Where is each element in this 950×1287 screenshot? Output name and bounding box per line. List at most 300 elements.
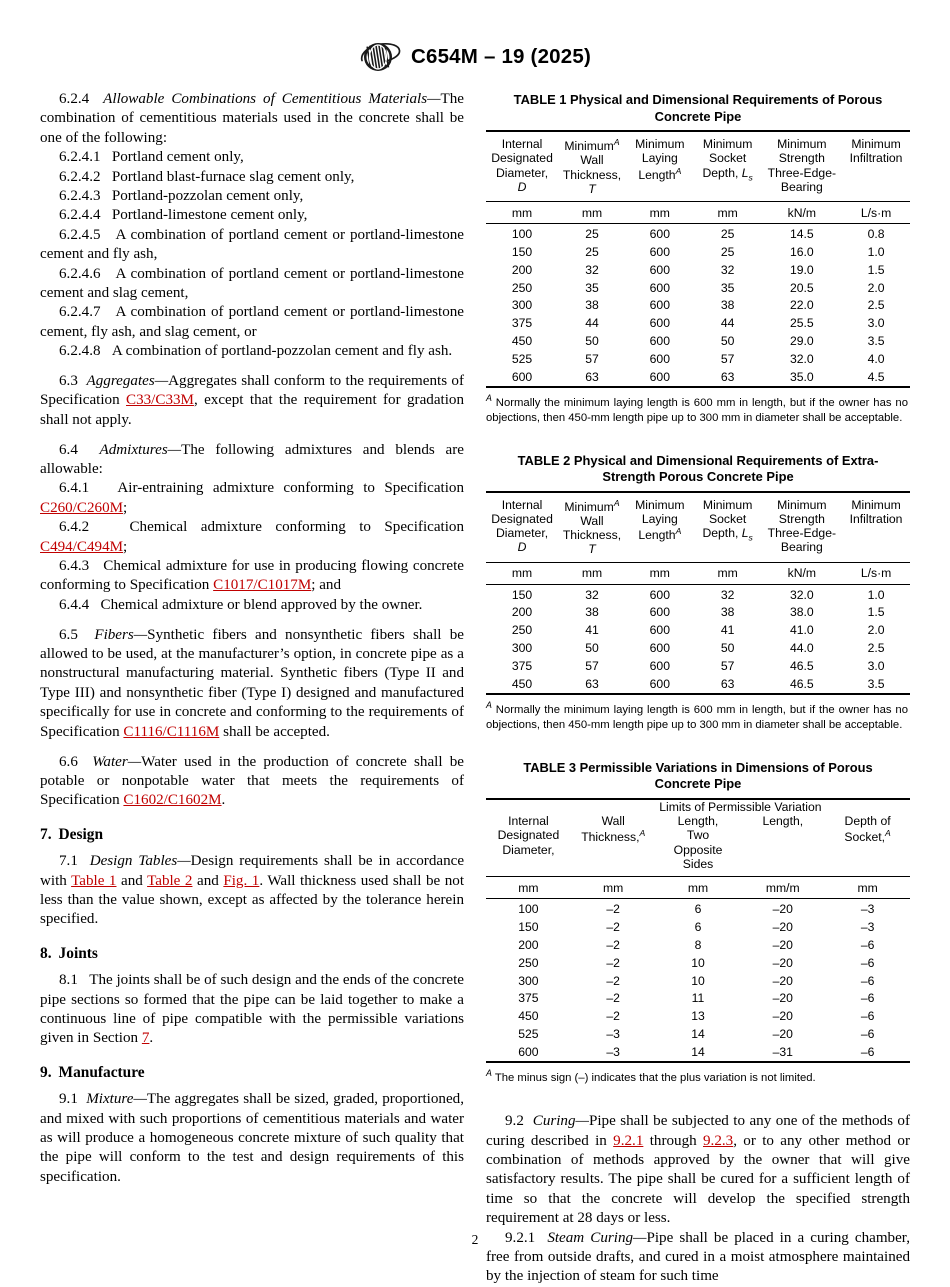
paragraph-6-2-4-1 [40, 148, 464, 167]
table-1-header-laying-length: Minimum Laying Length$^A$ [626, 131, 694, 202]
table-cell: –6 [860, 955, 875, 970]
table-cell: 375 [511, 658, 533, 673]
spec-link-c1602[interactable]: C1602/C1602M [123, 792, 222, 809]
table-cell: 600 [511, 369, 533, 384]
table-row [486, 604, 910, 622]
table-row [486, 936, 910, 954]
section-number: 7. [40, 825, 52, 843]
table-row [486, 675, 910, 693]
table-cell: 1.0 [842, 584, 910, 604]
clause-number: 6.4.3 [59, 557, 90, 574]
paragraph-6-4-3 [40, 557, 464, 596]
clause-title: Curing— [532, 1113, 589, 1130]
table-cell: –20 [772, 973, 793, 988]
section-heading-joints [40, 945, 464, 963]
table-1 [486, 130, 910, 386]
clause-text: and [116, 872, 148, 889]
section-title: Joints [58, 944, 98, 962]
table-1-body [486, 224, 910, 386]
table-cell: 25 [694, 224, 762, 244]
table-cell: –2 [606, 955, 620, 970]
table-cell: 50 [585, 334, 599, 349]
table-row [486, 1043, 910, 1061]
table-cell: 600 [649, 280, 670, 295]
clause-title: Allowable Combinations of Cementitious Materials— [103, 91, 441, 107]
paragraph-6-2-4-8 [40, 342, 464, 361]
footnote-text: The minus sign (–) indicates that the plus variation is not limited. [494, 1071, 816, 1084]
unit-cell: kN/m [762, 202, 843, 224]
table-cell: –6 [860, 973, 875, 988]
footnote-text: Normally the minimum laying length is 600 mm in length, but if the owner has no objections, then 450-mm length pipe up to 300 mm in diameter shall be acceptable. [486, 396, 909, 425]
table-row [486, 1025, 910, 1043]
table-cell: 46.5 [789, 658, 814, 673]
table-cell: 32 [585, 262, 599, 277]
footnote-marker: A [486, 1068, 492, 1079]
table-cell: 13 [691, 1009, 705, 1024]
clause-number: 9.1 [59, 1091, 78, 1108]
table-cell: 22.0 [789, 298, 814, 313]
table-cell: 6 [694, 920, 702, 935]
table-2-header-wall-thickness: Minimum$^A$ Wall Thickness, T [558, 492, 626, 563]
table-cell: 600 [649, 262, 670, 277]
page-header [0, 0, 950, 74]
table-cell: 50 [720, 334, 735, 349]
table-row [486, 918, 910, 936]
table-2-footnote [486, 700, 910, 733]
table-cell: 32.0 [789, 351, 814, 366]
unit-cell: mm [486, 877, 571, 899]
clause-link-9-2-3[interactable]: 9.2.3 [703, 1132, 734, 1149]
unit-cell: L/s·m [842, 562, 910, 584]
clause-title: Design Tables— [89, 853, 191, 870]
paragraph-6-2-4-6 [40, 265, 464, 304]
section-heading-design [40, 826, 464, 844]
table-cell: 100 [486, 224, 558, 244]
paragraph-6-2-4-2 [40, 168, 464, 187]
table-cell: 20.5 [789, 280, 814, 295]
table-cell: 375 [511, 316, 533, 331]
table-cell: –6 [860, 1044, 875, 1059]
table-cell: 600 [649, 244, 670, 259]
table-2-units-row [486, 562, 910, 584]
table-cell: 32 [694, 584, 762, 604]
table-cell: 300 [511, 298, 533, 313]
paragraph-8-1 [40, 971, 464, 1049]
table-cell: 38 [585, 605, 599, 620]
clause-text: The following admixtures and blends are allowable: [40, 441, 464, 478]
paragraph-6-3-aggregates [40, 372, 464, 430]
table-1-header-socket-depth: Minimum Socket Depth, $L_s$ [694, 131, 762, 202]
spec-link-c1116[interactable]: C1116/C1116M [123, 723, 220, 740]
table-cell: 3.0 [867, 658, 885, 673]
table-cell: 57 [585, 658, 599, 673]
clause-number: 6.4 [59, 441, 78, 458]
table-cell: 600 [649, 351, 670, 366]
clause-text-tail: ; and [311, 577, 342, 594]
table-cell: 4.5 [867, 369, 885, 384]
table-cell: 44 [720, 316, 735, 331]
table-1-block [486, 92, 910, 427]
paragraph-7-1 [40, 852, 464, 930]
table-cell: 600 [649, 623, 670, 638]
table-cell: 25 [558, 224, 626, 244]
table-cell: 25 [720, 244, 735, 259]
table-row [486, 315, 910, 333]
table-cell: 300 [518, 973, 539, 988]
table-cell: –20 [772, 991, 793, 1006]
unit-cell: mm [825, 877, 910, 899]
table-row [486, 224, 910, 244]
table-1-header-infiltration: Minimum Infiltration [842, 131, 910, 202]
table-cell: –2 [606, 920, 620, 935]
table-cell: 63 [720, 676, 735, 691]
clause-number: 6.2.4.8 [59, 343, 101, 360]
table-cell: 4.0 [867, 351, 885, 366]
clause-number: 6.6 [59, 753, 78, 770]
paragraph-6-2-4-7 [40, 303, 464, 342]
table-cell: 46.5 [789, 676, 814, 691]
clause-text: Pipe shall be subjected to any one of the methods of curing described in [486, 1113, 910, 1149]
table-cell: 44 [585, 316, 599, 331]
table-cell: 600 [649, 369, 670, 384]
table-cell: 200 [511, 262, 533, 277]
table-cell: –3 [606, 1027, 620, 1042]
clause-text-tail: . Wall thickness used shall be not less than the value shown, except as affected by the tolerance herein specified. [40, 872, 465, 928]
table-cell: 3.5 [867, 334, 885, 349]
clause-title: Steam Curing— [547, 1229, 647, 1246]
clause-text-tail: shall be accepted. [219, 723, 330, 740]
clause-text: Synthetic fibers and nonsynthetic fibers shall be allowed to be used, at the manufacturer’s option, in concrete pipe as a nonstructural manufacturing material. Synthetic fibers (Type II and Type III) and nonsynthetic fiber (Type I) designed and manufactured specifically for use in concrete and conforming to the requirements of Specification [40, 626, 464, 740]
table-link-1[interactable]: Table 1 [71, 872, 117, 889]
table-cell: 32.0 [762, 584, 843, 604]
clause-text-tail: ; [123, 538, 128, 555]
table-3-header-socket-depth: Depth of Socket,$^A$ [844, 814, 891, 845]
clause-text: The joints shall be of such design and the ends of the concrete pipe sections so formed that the pipe can be laid together to make a continuous line of pipe compatible with the permissible variations given in Section [40, 972, 464, 1047]
clause-number: 6.3 [59, 372, 78, 389]
clause-number: 9.2 [505, 1113, 524, 1130]
table-cell: 600 [626, 584, 694, 604]
table-cell: 250 [518, 955, 539, 970]
table-cell: –6 [860, 937, 875, 952]
table-cell: –20 [772, 1009, 793, 1024]
table-cell: 10 [691, 955, 705, 970]
table-row [486, 972, 910, 990]
table-row [486, 584, 910, 604]
table-cell: 57 [720, 658, 735, 673]
table-cell: 1.5 [867, 262, 885, 277]
table-cell: 3.5 [867, 676, 885, 691]
paragraph-6-2-4-4 [40, 206, 464, 225]
spec-link-c1017[interactable]: C1017/C1017M [213, 577, 312, 594]
table-cell: 3.0 [867, 316, 885, 331]
table-cell: 150 [518, 920, 539, 935]
clause-text: A combination of portland-pozzolan cement and fly ash. [111, 343, 453, 360]
paragraph-9-2-curing [486, 1112, 910, 1228]
table-cell: 35 [585, 280, 599, 295]
table-row [486, 990, 910, 1008]
paragraph-6-4-2 [40, 518, 464, 557]
paragraph-9-1 [40, 1090, 464, 1187]
table-link-2[interactable]: Table 2 [147, 872, 193, 889]
table-2-body [486, 584, 910, 693]
table-cell: 600 [649, 605, 670, 620]
clause-text: A combination of portland cement or portland-limestone cement and slag cement, [40, 265, 465, 301]
section-heading-manufacture [40, 1064, 464, 1082]
unit-cell: mm [558, 202, 626, 224]
section-link-7[interactable]: 7 [141, 1030, 150, 1047]
table-cell: 38.0 [789, 605, 814, 620]
table-cell: –6 [860, 991, 875, 1006]
table-cell: 25 [585, 244, 599, 259]
table-cell: 38 [720, 298, 735, 313]
clause-text: Portland blast-furnace slag cement only, [111, 168, 355, 185]
table-2-header-infiltration: Minimum Infiltration [842, 492, 910, 563]
table-1-header-strength: Minimum Strength Three-Edge- Bearing [762, 131, 843, 202]
table-cell: 57 [585, 351, 599, 366]
table-row [486, 368, 910, 386]
table-row [486, 261, 910, 279]
table-cell: –6 [860, 1027, 875, 1042]
table-1-header-wall-thickness: Minimum$^A$ Wall Thickness, T [558, 131, 626, 202]
paragraph-6-6-water [40, 753, 464, 811]
unit-cell: mm [571, 877, 656, 899]
table-cell: 200 [518, 937, 539, 952]
table-3-header-diameter: Internal Designated Diameter, [497, 814, 560, 857]
table-2-header-strength: Minimum Strength Three-Edge- Bearing [762, 492, 843, 563]
clause-text: Water used in the production of concrete shall be potable or nonpotable water that meets the requirements of Specification [40, 753, 464, 809]
table-cell: 14 [691, 1027, 705, 1042]
table-cell: –20 [772, 937, 793, 952]
table-3-header-length-two-sides: Length, Two Opposite Sides [673, 814, 723, 871]
table-cell: –2 [606, 973, 620, 988]
table-3-header-wall-thickness: Wall Thickness,$^A$ [581, 814, 646, 845]
section-title: Design [58, 825, 104, 843]
table-row [486, 657, 910, 675]
table-2-block [486, 453, 910, 734]
clause-title: Fibers— [94, 626, 148, 643]
unit-cell: mm [694, 202, 762, 224]
unit-cell: mm [656, 877, 741, 899]
clause-number: 6.2.4.6 [59, 265, 101, 282]
table-row [486, 297, 910, 315]
spec-link-c33[interactable]: C33/C33M [126, 392, 194, 409]
table-2-caption: TABLE 2 Physical and Dimensional Requirements of Extra-Strength Porous Concrete Pipe [517, 452, 879, 485]
table-cell: 0.8 [842, 224, 910, 244]
unit-cell: mm [486, 202, 558, 224]
table-cell: 10 [691, 973, 705, 988]
table-cell: 2.5 [867, 298, 885, 313]
table-cell: 450 [511, 676, 533, 691]
clause-number: 6.4.2 [59, 519, 90, 536]
section-title: Manufacture [58, 1063, 145, 1081]
table-cell: 29.0 [789, 334, 814, 349]
table-cell: 19.0 [789, 262, 814, 277]
clause-number: 6.2.4.2 [59, 168, 101, 185]
table-2 [486, 491, 910, 694]
table-cell: 32 [558, 584, 626, 604]
clause-text: Pipe shall be placed in a curing chamber, free from outside drafts, and cured in a moist atmosphere maintained by the injection of steam for such time [486, 1229, 910, 1285]
clause-title: Admixtures— [99, 441, 182, 458]
page-number: 2 [471, 1232, 479, 1247]
table-cell: –6 [860, 1009, 875, 1024]
footnote-text: Normally the minimum laying length is 600 mm in length, but if the owner has no objections, then 450-mm length pipe up to 300 mm in diameter shall be acceptable. [486, 703, 909, 732]
table-cell: 57 [720, 351, 735, 366]
table-cell: 44.0 [789, 641, 814, 656]
table-cell: 14.5 [762, 224, 843, 244]
spec-link-c260[interactable]: C260/C260M [40, 499, 124, 516]
clause-text: Chemical admixture for use in producing flowing concrete conforming to Specification [40, 557, 464, 594]
clause-text-tail: , or to any other method or combination of methods approved by the owner that will give satisfactory results. The pipe shall be cured for a sufficient length of time so that the concrete will develop the specified strength requirement at 28 days or less. [486, 1132, 910, 1227]
table-cell: –20 [772, 955, 793, 970]
table-cell: 600 [649, 676, 670, 691]
clause-text: Chemical admixture conforming to Specification [129, 519, 465, 536]
table-1-header-diameter: Internal Designated Diameter, D [486, 131, 558, 202]
unit-cell: mm [626, 202, 694, 224]
table-cell: 300 [511, 641, 533, 656]
clause-text-tail: ; [123, 499, 128, 516]
table-cell: 38 [585, 298, 599, 313]
clause-title: Aggregates— [86, 372, 169, 389]
clause-text-tail: , except that the requirement for gradation shall not apply. [40, 392, 464, 428]
clause-text: Chemical admixture or blend approved by the owner. [100, 596, 423, 613]
table-cell: 600 [649, 298, 670, 313]
table-cell: 525 [518, 1027, 539, 1042]
unit-cell: mm [694, 562, 762, 584]
table-row [486, 279, 910, 297]
astm-globe-logo [359, 40, 401, 74]
figure-link-1[interactable]: Fig. 1 [223, 872, 260, 889]
clause-text-tail: . [149, 1030, 154, 1047]
table-cell: 450 [518, 1009, 539, 1024]
footnote-marker: A [486, 393, 492, 404]
table-cell: 38 [720, 605, 735, 620]
table-cell: 11 [691, 991, 705, 1006]
table-cell: 41 [720, 623, 735, 638]
table-cell: –3 [860, 920, 875, 935]
table-cell: 250 [511, 280, 533, 295]
clause-title: Water— [92, 753, 142, 770]
unit-cell: kN/m [762, 562, 843, 584]
table-cell: 2.0 [867, 623, 885, 638]
clause-number: 6.2.4.1 [59, 149, 101, 166]
table-2-header-diameter: Internal Designated Diameter, D [486, 492, 558, 563]
paragraph-6-4-admixtures [40, 441, 464, 480]
paragraph-6-2-4-3 [40, 187, 464, 206]
standard-designation: C654M – 19 (2025) [410, 45, 592, 68]
table-cell: 2.5 [867, 641, 885, 656]
footnote-marker: A [486, 700, 492, 711]
paragraph-6-5-fibers [40, 626, 464, 742]
page-columns [0, 90, 950, 1287]
table-cell: –3 [606, 1044, 620, 1059]
table-cell: 250 [511, 623, 533, 638]
table-cell: 150 [486, 584, 558, 604]
clause-text: Portland cement only, [111, 149, 244, 166]
table-row [486, 350, 910, 368]
table-cell: 25.5 [789, 316, 814, 331]
table-3-header-length: Length, [762, 814, 804, 829]
table-cell: –2 [571, 899, 656, 919]
table-cell: 2.0 [867, 280, 885, 295]
table-cell: 1.0 [867, 244, 885, 259]
table-row [486, 243, 910, 261]
table-cell: 100 [486, 899, 571, 919]
table-1-footnote [486, 393, 910, 426]
clause-text: Portland-limestone cement only, [111, 207, 308, 224]
table-3-block [486, 760, 910, 1087]
table-cell: 41 [585, 623, 599, 638]
table-cell: –20 [772, 920, 793, 935]
section-number: 8. [40, 944, 52, 962]
table-cell: –31 [772, 1044, 793, 1059]
table-3 [486, 798, 910, 1062]
table-3-footnote [486, 1068, 910, 1086]
clause-number: 6.2.4.4 [59, 207, 101, 224]
table-cell: –2 [606, 937, 620, 952]
table-1-caption: TABLE 1 Physical and Dimensional Requirements of Porous Concrete Pipe [513, 92, 883, 124]
clause-text-tail: . [221, 792, 226, 809]
table-row [486, 333, 910, 351]
clause-number: 6.2.4.3 [59, 187, 101, 204]
clause-text: A combination of portland cement or portland-limestone cement and fly ash, [40, 226, 465, 263]
table-cell: 600 [649, 658, 670, 673]
spec-link-c494[interactable]: C494/C494M [40, 538, 124, 555]
table-cell: 35.0 [789, 369, 814, 384]
table-cell: 50 [720, 641, 735, 656]
clause-text: The combination of cementitious materials used in the concrete shall be one of the following: [40, 91, 464, 146]
table-3-body [486, 899, 910, 1061]
table-row [486, 899, 910, 919]
clause-text: Design requirements shall be in accordance with [40, 853, 465, 889]
clause-number: 6.2.4 [59, 91, 90, 107]
table-cell: 600 [649, 334, 670, 349]
table-cell: 600 [626, 224, 694, 244]
table-3-span-spacer [486, 799, 571, 815]
table-row [486, 1008, 910, 1026]
clause-number: 7.1 [59, 853, 78, 870]
clause-link-9-2-1[interactable]: 9.2.1 [613, 1132, 644, 1149]
table-cell: 35 [720, 280, 735, 295]
table-cell: 50 [585, 641, 599, 656]
clause-title: Mixture— [86, 1091, 147, 1108]
table-cell: 14 [691, 1044, 705, 1059]
clause-number: 6.5 [59, 626, 78, 643]
table-cell: 150 [511, 244, 533, 259]
table-cell: 600 [649, 316, 670, 331]
table-cell: 600 [518, 1044, 539, 1059]
table-2-header-socket-depth: Minimum Socket Depth, $L_s$ [694, 492, 762, 563]
table-cell: 8 [694, 937, 702, 952]
table-cell: 32 [720, 262, 735, 277]
unit-cell: mm [486, 562, 558, 584]
table-cell: 63 [585, 676, 599, 691]
table-cell: –2 [606, 1009, 620, 1024]
clause-text: Air-entraining admixture conforming to Specification [117, 480, 464, 497]
table-cell: 200 [511, 605, 533, 620]
clause-text: A combination of portland cement or portland-limestone cement, fly ash, and slag cement, or [40, 304, 465, 340]
clause-text: through [643, 1132, 703, 1149]
clause-text: The aggregates shall be sized, graded, proportioned, and mixed with such proportions of cementitious materials and water as will produce a homogeneous concrete mixture of such quality that the pipe will conform to the test and design requirements of this specification. [40, 1091, 464, 1185]
paragraph-6-2-4 [40, 90, 464, 148]
table-cell: 63 [720, 369, 735, 384]
unit-cell: mm [558, 562, 626, 584]
clause-text: Portland-pozzolan cement only, [111, 187, 304, 204]
table-cell: 375 [518, 991, 539, 1006]
section-number: 9. [40, 1063, 52, 1081]
table-cell: 1.5 [867, 605, 885, 620]
table-cell: –20 [740, 899, 825, 919]
clause-text: Aggregates shall conform to the requirements of Specification [40, 372, 464, 409]
